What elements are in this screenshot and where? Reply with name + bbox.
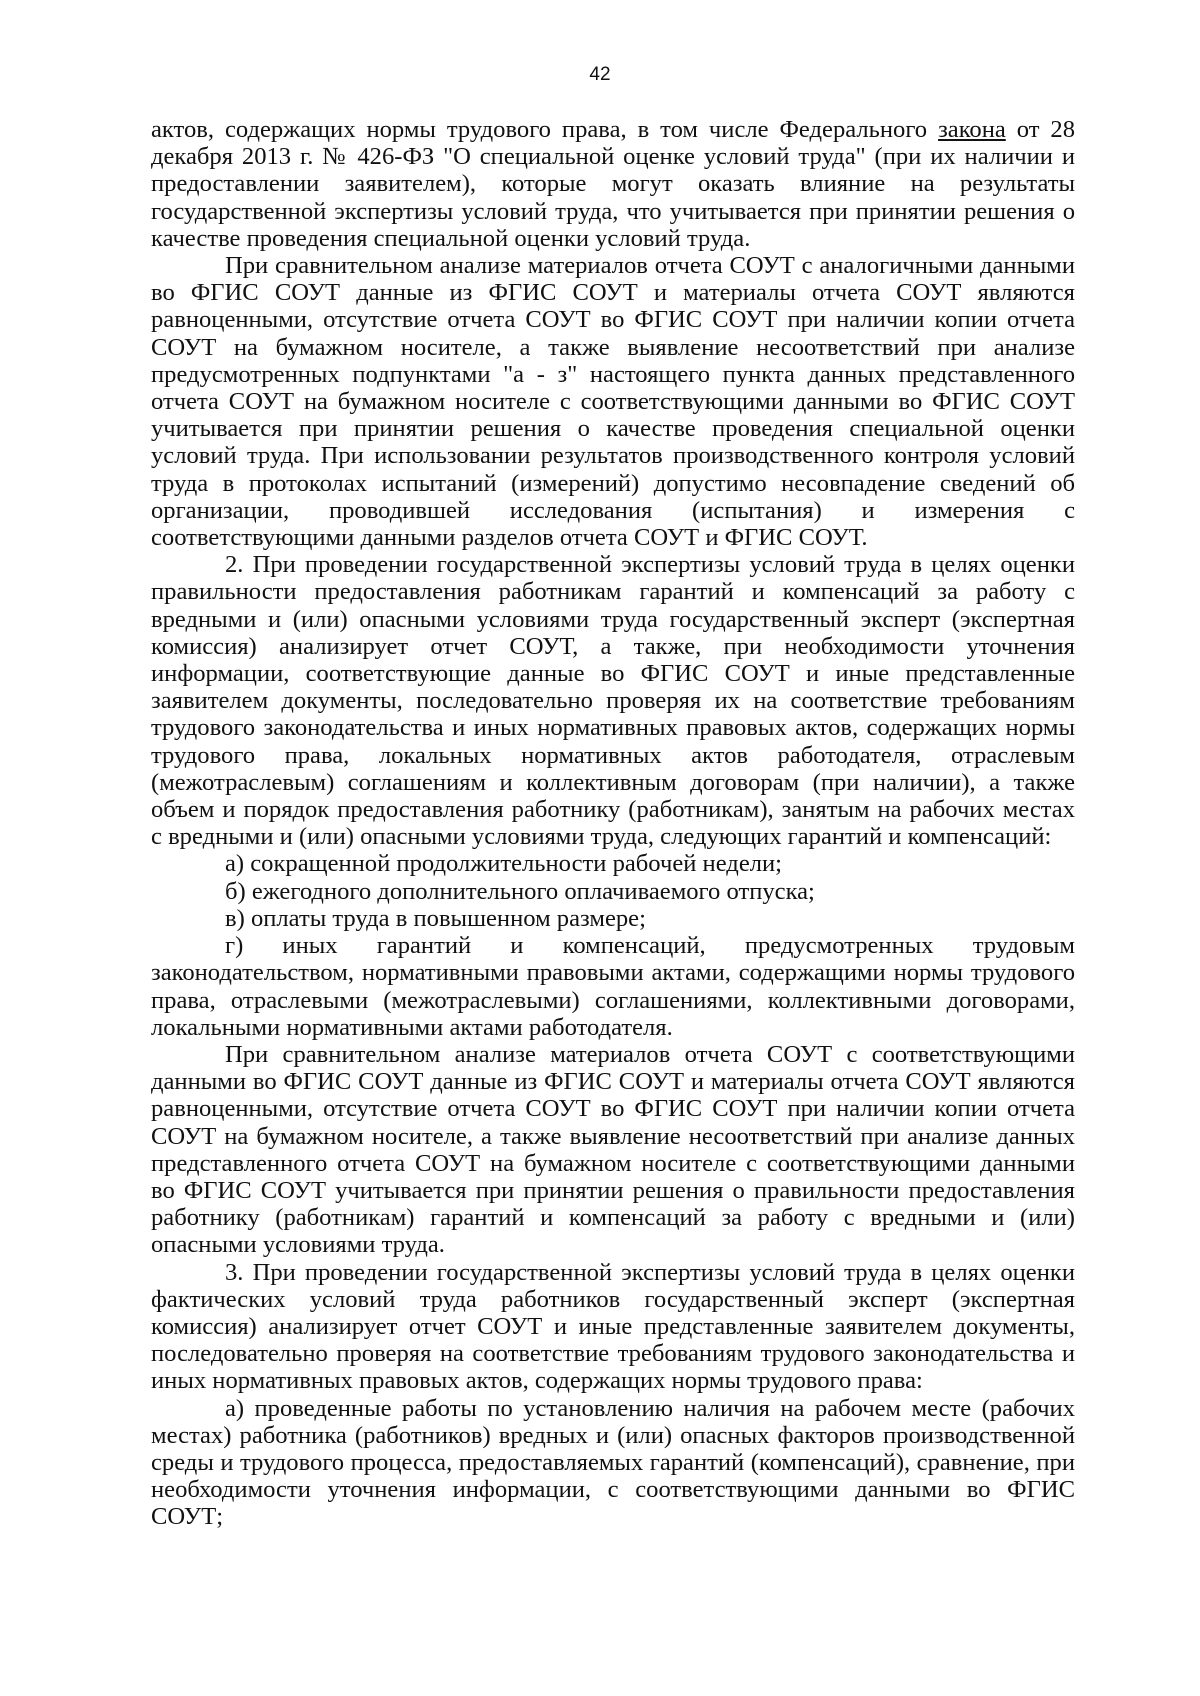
paragraph-comparison-analysis: При сравнительном анализе материалов отчета СОУТ с аналогичными данными во ФГИС СОУТ данные из ФГИС СОУТ и материалы отчета СОУТ являются равноценными, отсутствие отчета СОУТ во ФГИС СОУТ при наличии копии отчета СОУТ на бумажном носителе, а также выявление несоответствий при анализе предусмотренных подпунктами "а - з" настоящего пункта данных представленного отчета СОУТ на бумажном носителе с соответствующими данными во ФГИС СОУТ учитывается при принятии решения о качестве проведения специальной оценки условий труда. При использовании результатов производственного контроля условий труда в протоколах испытаний (измерений) допустимо несовпадение сведений об организации, проводившей исследования (испытания) и измерения с соответствующими данными разделов отчета СОУТ и ФГИС СОУТ. — [151, 252, 1075, 552]
paragraph-item-2: 2. При проведении государственной экспертизы условий труда в целях оценки правильности предоставления работникам гарантий и компенсаций за работу с вредными и (или) опасными условиями труда государственный эксперт (экспертная комиссия) анализирует отчет СОУТ, а также, при необходимости уточнения информации, соответствующие данные во ФГИС СОУТ и иные представленные заявителем документы, последовательно проверяя их на соответствие требованиям трудового законодательства и иных нормативных правовых актов, содержащих нормы трудового права, локальных нормативных актов работодателя, отраслевым (межотраслевым) соглашениям и коллективным договорам (при наличии), а также объем и порядок предоставления работнику (работникам), занятым на рабочих местах с вредными и (или) опасными условиями труда, следующих гарантий и компенсаций: — [151, 551, 1075, 851]
list-item-g: г) иных гарантий и компенсаций, предусмотренных трудовым законодательством, нормативными правовыми актами, содержащими нормы трудового права, отраслевыми (межотраслевыми) соглашениями, коллективными договорами, локальными нормативными актами работодателя. — [151, 932, 1075, 1041]
paragraph-item-3: 3. При проведении государственной экспертизы условий труда в целях оценки фактических условий труда работников государственный эксперт (экспертная комиссия) анализирует отчет СОУТ и иные представленные заявителем документы, последовательно проверяя на соответствие требованиям трудового законодательства и иных нормативных правовых актов, содержащих нормы трудового права: — [151, 1258, 1075, 1395]
list-item-b: б) ежегодного дополнительного оплачиваемого отпуска; — [225, 877, 815, 905]
law-link[interactable]: закона — [938, 116, 1006, 143]
list-item-a: а) сокращенной продолжительности рабочей недели; — [225, 850, 782, 878]
paragraph-comparison-guarantees: При сравнительном анализе материалов отчета СОУТ с соответствующими данными во ФГИС СОУТ данные из ФГИС СОУТ и материалы отчета СОУТ являются равноценными, отсутствие отчета СОУТ во ФГИС СОУТ при наличии копии отчета СОУТ на бумажном носителе, а также выявление несоответствий при анализе данных представленного отчета СОУТ на бумажном носителе с соответствующими данными во ФГИС СОУТ учитывается при принятии решения о правильности предоставления работнику (работникам) гарантий и компенсаций за работу с вредными и (или) опасными условиями труда. — [151, 1040, 1075, 1259]
document-body — [151, 116, 1075, 1531]
paragraph-continuation — [151, 116, 1075, 252]
list-item-v: в) оплаты труда в повышенном размере; — [225, 904, 646, 932]
list-item-3a: а) проведенные работы по установлению наличия на рабочем месте (рабочих местах) работника (работников) вредных и (или) опасных факторов производственной среды и трудового процесса, предоставляемых гарантий (компенсаций), сравнение, при необходимости уточнения информации, с соответствующими данными во ФГИС СОУТ; — [151, 1394, 1075, 1531]
paragraph-text: от 28 декабря 2013 г. № 426-ФЗ "О специальной оценке условий труда" (при их наличии и предоставлении заявителем), которые могут оказать влияние на результаты государственной экспертизы условий труда, что учитывается при принятии решения о качестве проведения специальной оценки условий труда. — [151, 116, 1075, 252]
page-number: 42 — [589, 64, 611, 85]
paragraph-text: актов, содержащих нормы трудового права, в том числе Федерального — [151, 116, 939, 143]
